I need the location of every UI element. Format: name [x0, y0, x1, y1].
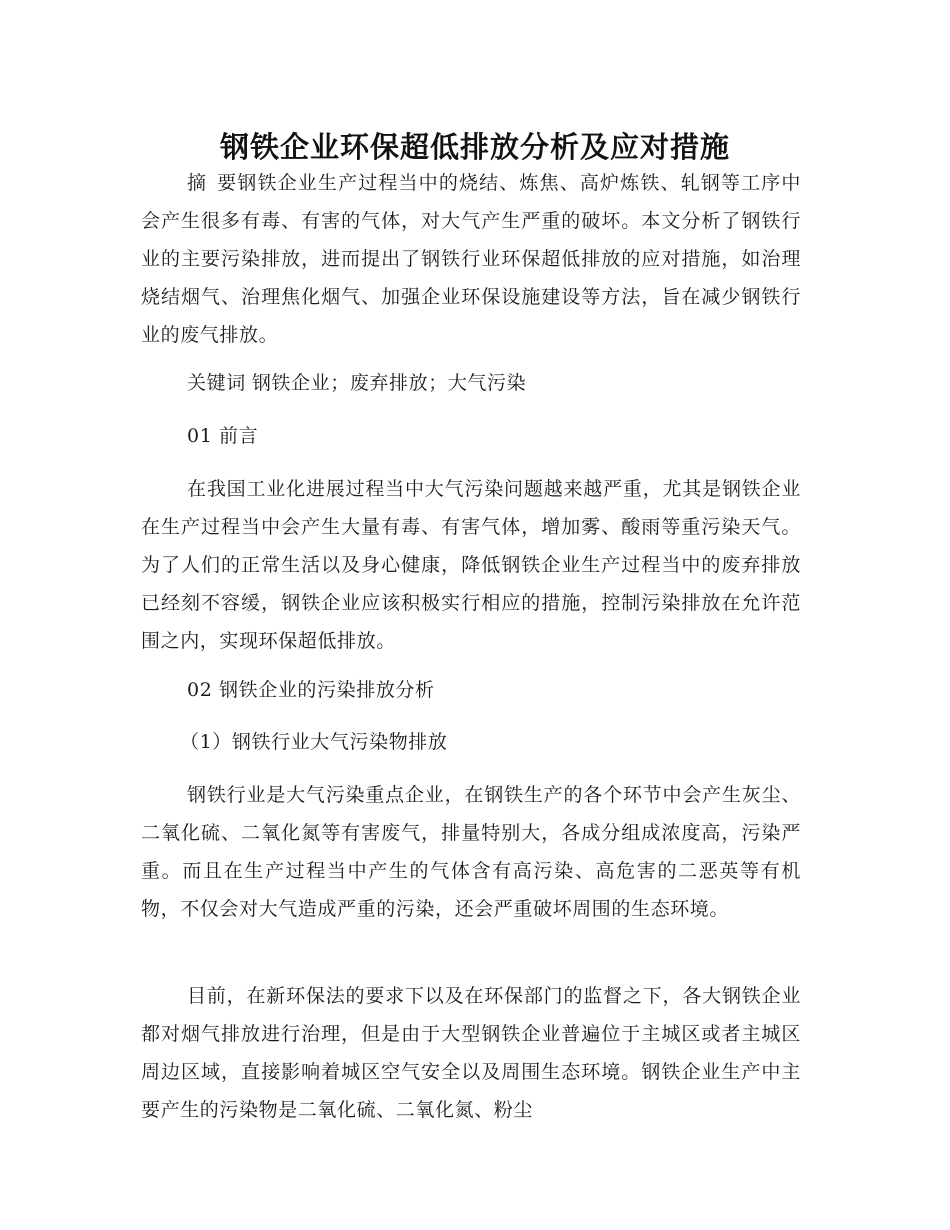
pollution-paragraph-1: 钢铁行业是大气污染重点企业，在钢铁生产的各个环节中会产生灰尘、二氧化硫、二氧化氮等有害废气，排量特别大，各成分组成浓度高，污染严重。而且在生产过程当中产生的气体含有高污染、高危害的二恶英等有机物，不仅会对大气造成严重的污染，还会严重破坏周围的生态环境。 [141, 784, 801, 920]
abstract-label: 摘 [187, 172, 208, 194]
document-title: 钢铁企业环保超低排放分析及应对措施 [219, 130, 730, 165]
pollution-paragraph-2: 目前，在新环保法的要求下以及在环保部门的监督之下，各大钢铁企业都对烟气排放进行治理，但是由于大型钢铁企业普遍位于主城区或者主城区周边区域，直接影响着城区空气安全以及周围生态环境。钢铁企业生产中主要产生的污染物是二氧化硫、二氧化氮、粉尘 [141, 985, 801, 1121]
abstract-text: 要钢铁企业生产过程当中的烧结、炼焦、高炉炼铁、轧钢等工序中会产生很多有毒、有害的气体，对大气产生严重的破坏。本文分析了钢铁行业的主要污染排放，进而提出了钢铁行业环保超低排放的应对措施，如治理烧结烟气、治理焦化烟气、加强企业环保设施建设等方法，旨在减少钢铁行业的废气排放。 [141, 172, 801, 346]
section-heading-preface: 01 前言 [187, 425, 259, 447]
keywords-line [187, 364, 787, 402]
section-heading-pollution-analysis: 02 钢铁企业的污染排放分析 [187, 679, 435, 701]
keywords-text: 钢铁企业；废弃排放；大气污染 [251, 372, 527, 394]
keywords-label: 关键词 [187, 372, 246, 394]
preface-paragraph: 在我国工业化进展过程当中大气污染问题越来越严重，尤其是钢铁企业在生产过程当中会产生大量有毒、有害气体，增加雾、酸雨等重污染天气。为了人们的正常生活以及身心健康，降低钢铁企业生产过程当中的废弃排放已经刻不容缓，钢铁企业应该积极实行相应的措施，控制污染排放在允许范围之内，实现环保超低排放。 [141, 478, 801, 652]
subsection-heading-air-pollutants: （1）钢铁行业大气污染物排放 [180, 731, 448, 753]
abstract-paragraph [141, 164, 801, 354]
